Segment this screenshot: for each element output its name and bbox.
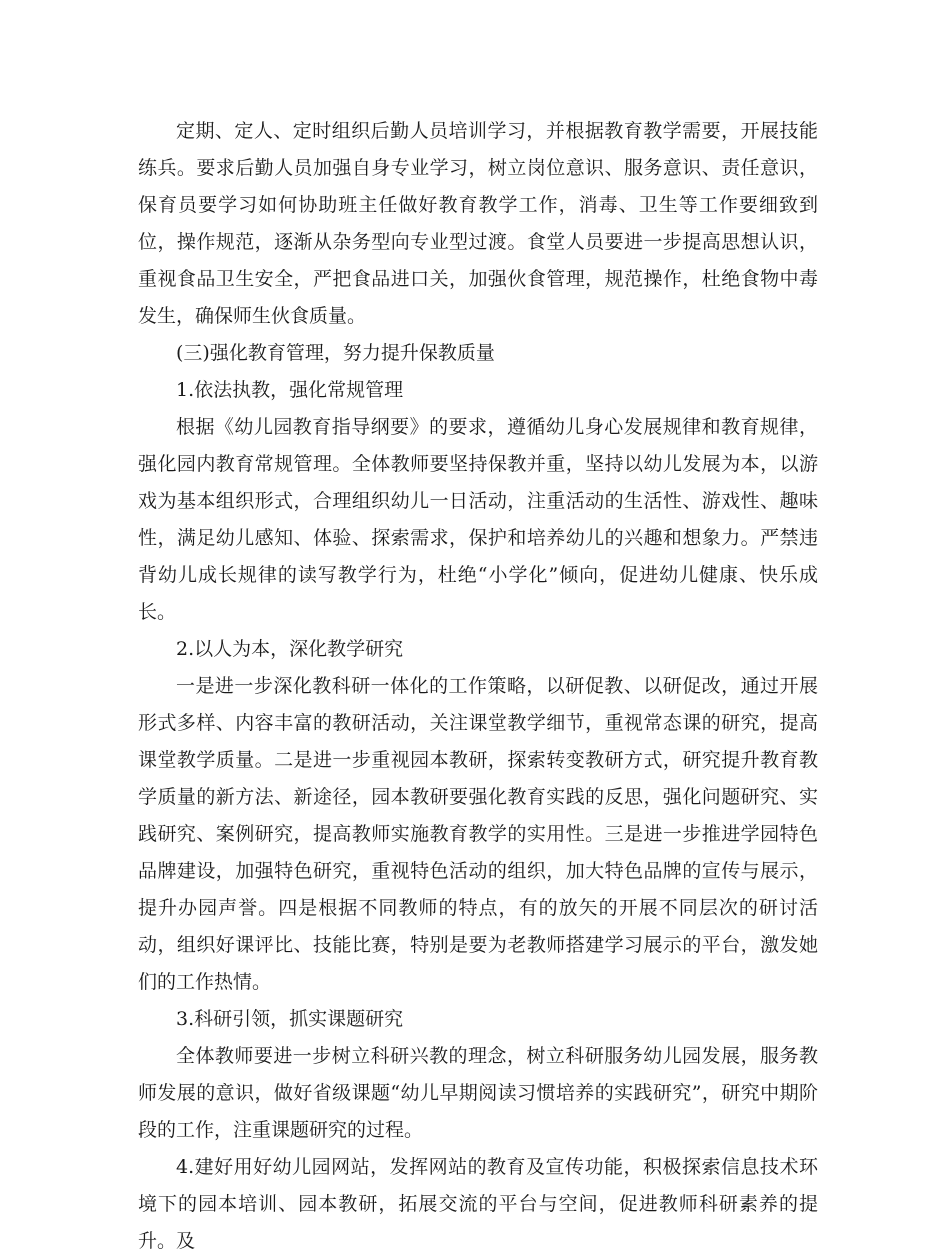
paragraph-teaching-research: 一是进一步深化教科研一体化的工作策略，以研促教、以研促改，通过开展形式多样、内容丰富的教研活动，关注课堂教学细节，重视常态课的研究，提高课堂教学质量。二是进一步重视园本教研，探索转变教研方式，研究提升教育教学质量的新方法、新途径，园本教研要强化教育实践的反思，强化问题研究、实践研究、案例研究，提高教师实施教育教学的实用性。三是进一步推进学园特色品牌建设，加强特色研究，重视特色活动的组织，加大特色品牌的宣传与展示，提升办园声誉。四是根据不同教师的特点，有的放矢的开展不同层次的研讨活动，组织好课评比、技能比赛，特别是要为老教师搭建学习展示的平台，激发她们的工作热情。 <box>138 675 818 993</box>
subheading-routine-management: 1.依法执教，强化常规管理 <box>176 379 404 401</box>
document-body <box>138 113 818 1260</box>
subheading-research-projects: 3.科研引领，抓实课题研究 <box>176 1008 404 1030</box>
paragraph-website: 4.建好用好幼儿园网站，发挥网站的教育及宣传功能，积极探索信息技术环境下的园本培训、园本教研，拓展交流的平台与空间，促进教师科研素养的提升。及 <box>138 1156 818 1252</box>
paragraph-research-projects: 全体教师要进一步树立科研兴教的理念，树立科研服务幼儿园发展，服务教师发展的意识，做好省级课题“幼儿早期阅读习惯培养的实践研究”，研究中期阶段的工作，注重课题研究的过程。 <box>138 1045 818 1141</box>
paragraph-logistics-training: 定期、定人、定时组织后勤人员培训学习，并根据教育教学需要，开展技能练兵。要求后勤人员加强自身专业学习，树立岗位意识、服务意识、责任意识，保育员要学习如何协助班主任做好教育教学工作，消毒、卫生等工作要细致到位，操作规范，逐渐从杂务型向专业型过渡。食堂人员要进一步提高思想认识，重视食品卫生安全，严把食品进口关，加强伙食管理，规范操作，杜绝食物中毒发生，确保师生伙食质量。 <box>138 120 818 327</box>
paragraph-routine-management: 根据《幼儿园教育指导纲要》的要求，遵循幼儿身心发展规律和教育规律，强化园内教育常规管理。全体教师要坚持保教并重，坚持以幼儿发展为本，以游戏为基本组织形式，合理组织幼儿一日活动，注重活动的生活性、游戏性、趣味性，满足幼儿感知、体验、探索需求，保护和培养幼儿的兴趣和想象力。严禁违背幼儿成长规律的读写教学行为，杜绝“小学化”倾向，促进幼儿健康、快乐成长。 <box>138 416 818 623</box>
section-heading-education-management: (三)强化教育管理，努力提升保教质量 <box>176 342 495 364</box>
subheading-teaching-research: 2.以人为本，深化教学研究 <box>176 638 404 660</box>
